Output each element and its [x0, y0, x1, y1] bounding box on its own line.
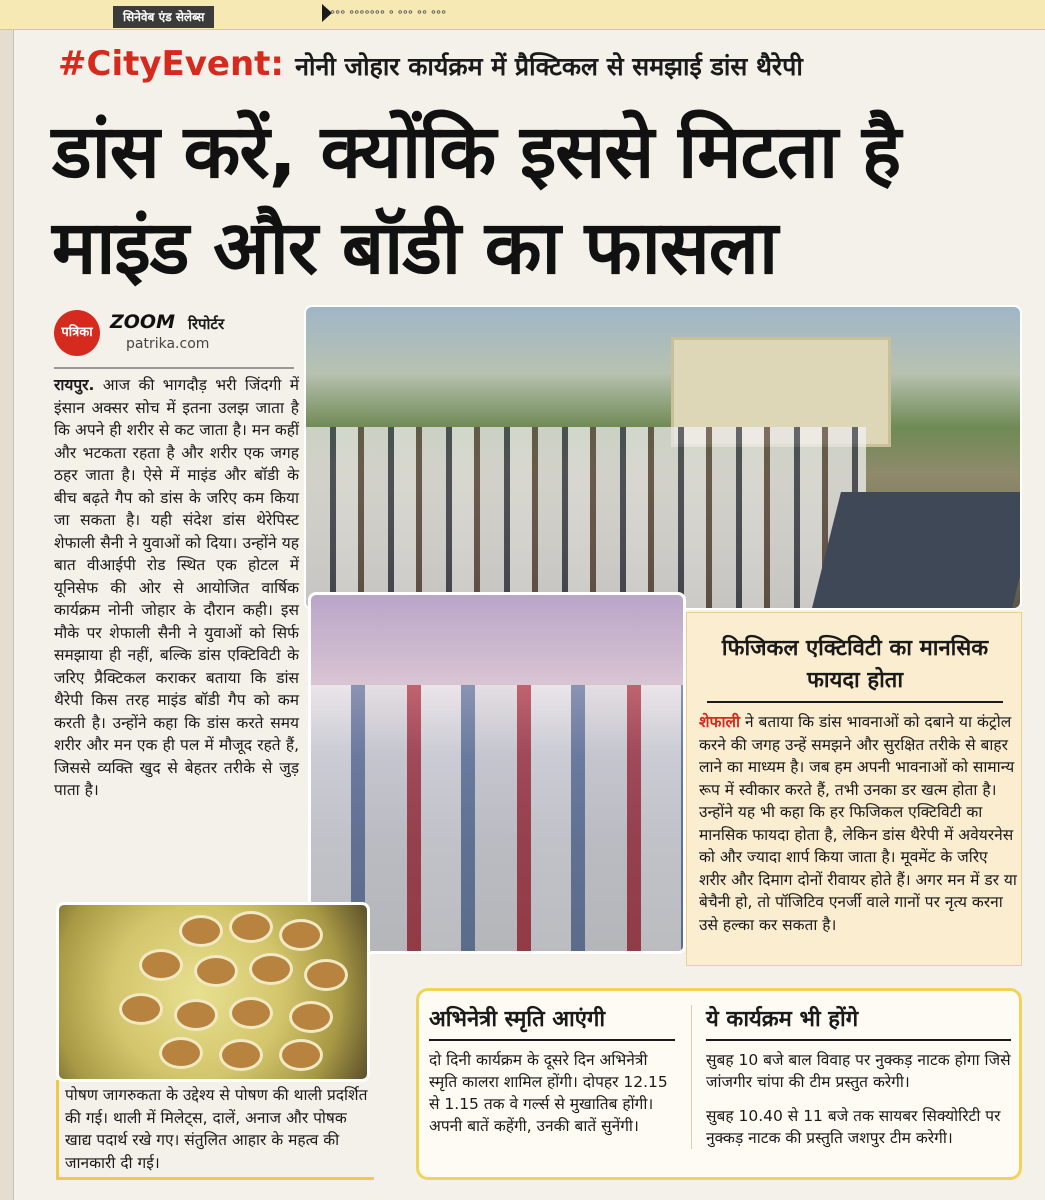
photo-girls-dancing: [308, 592, 686, 954]
zoom-logo: ZOOM: [110, 311, 175, 333]
page-gutter: [0, 30, 14, 1200]
sidebar-box: [686, 612, 1022, 966]
plate-bowl: [159, 1037, 203, 1069]
plate-bowl: [219, 1039, 263, 1071]
top-strip: [0, 0, 1045, 30]
reporter-label: रिपोर्टर: [188, 315, 225, 333]
plate-bowl: [289, 1001, 333, 1033]
box-programs-title: ये कार्यक्रम भी होंगे: [706, 1007, 859, 1032]
sidebar-lead: शेफाली: [699, 713, 741, 731]
plate-bowl: [279, 919, 323, 951]
sidebar-divider: [707, 701, 1003, 703]
plate-bowl: [174, 999, 218, 1031]
program-item: सुबह 10.40 से 11 बजे तक सायबर सिक्योरिटी पर नुक्कड़ नाटक की प्रस्तुति जशपुर टीम करेगी।: [706, 1107, 1001, 1147]
plate-bowl: [194, 955, 238, 987]
plate-bowl: [304, 959, 348, 991]
box-actress-title: अभिनेत्री स्मृति आएंगी: [429, 1007, 606, 1032]
byline: [54, 310, 304, 360]
patrika-logo: पत्रिका: [54, 310, 100, 356]
site-link[interactable]: patrika.com: [126, 336, 210, 352]
plate-bowl: [279, 1039, 323, 1071]
sidebar-body: [699, 711, 1017, 936]
photo-nutrition-plate: [56, 902, 370, 1082]
plate-bowl: [179, 915, 223, 947]
sidebar-title: फिजिकल एक्टिविटी का मानसिक फायदा होता: [721, 636, 989, 693]
box-divider: [429, 1039, 675, 1041]
sidebar-text: ने बताया कि डांस भावनाओं को दबाने या कंट्रोल करने की जगह उन्हें समझने और सुरक्षित तरीके से बाहर लाने का माध्यम है। जब हम अपनी भावनाओं को सामान्य रूप में स्वीकार करते हैं, तभी उनका डर खत्म होता है। उन्होंने यह भी कहा कि हर फिजिकल एक्टिविटी का मानसिक फायदा होता है, लेकिन डांस थैरेपी में अवेयरनेस को और ज्यादा शार्प किया जाता है। मूवमेंट के जरिए शरीर और दिमाग दोनों रीवायर होते हैं। अगर मन में डर या बेचैनी हो, तो पॉजिटिव एनर्जी वाले गानों पर नृत्य करना उसे हल्का कर सकता है।: [699, 713, 1017, 934]
headline: डांस करें, क्योंकि इससे मिटता है माइंड और बॉडी का फासला: [52, 109, 901, 291]
plate-bowl: [139, 949, 183, 981]
program-item: सुबह 10 बजे बाल विवाह पर नुक्कड़ नाटक होगा जिसे जांजगीर चांपा की टीम प्रस्तुत करेगी।: [706, 1051, 1011, 1091]
article-body: [54, 374, 299, 802]
box-actress-text: दो दिनी कार्यक्रम के दूसरे दिन अभिनेत्री स्मृति कालरा शामिल होंगी। दोपहर 12.15 से 1.15 तक वे गर्ल्स से मुखातिब होंगी। अपनी बातें कहेंगी, उनकी बातें सुनेंगी।: [429, 1051, 668, 1135]
kicker-event: Event:: [161, 44, 285, 84]
plate-bowl: [249, 953, 293, 985]
photo-dance-workshop: [304, 305, 1022, 610]
kicker-hash: #City: [58, 44, 162, 84]
kicker: [58, 44, 803, 84]
box-programs: [691, 1005, 1011, 1149]
strip-text: ॰॰॰ ॰॰॰॰॰॰॰ ॰ ॰॰॰ ॰॰ ॰॰॰: [330, 6, 447, 20]
photo-stage: [811, 492, 1022, 610]
article-text: आज की भागदौड़ भरी जिंदगी में इंसान अक्सर सोच में इतना उलझ जाता है कि अपने ही शरीर से कट जाता है। मन कहीं और भटकता रहता है और शरीर एक जगह ठहर जाता है। ऐसे में माइंड और बॉडी के बीच बढ़ते गैप को डांस के जरिए कम किया जा सकता है। यही संदेश डांस थेरेपिस्ट शेफाली सैनी ने युवाओं को दिया। उन्होंने यह बात वीआईपी रोड स्थित एक होटल में यूनिसेफ की ओर से आयोजित वार्षिक कार्यक्रम नोनी जोहार के दौरान कही। इस मौके पर शेफाली सैनी ने युवाओं को सिर्फ समझाया ही नहीं, बल्कि डांस एक्टिविटी के जरिए प्रैक्टिकल कराकर बताया कि डांस थैरेपी किस तरह माइंड बॉडी गैप को कम करती है। उन्होंने कहा कि डांस करते समय शरीर और मन एक ही पल में मौजूद रहते हैं, जिससे व्यक्ति खुद से बेहतर तरीके से जुड़ पाता है।: [54, 376, 299, 799]
plate-bowl: [229, 911, 273, 943]
photo-crowd: [306, 427, 866, 610]
byline-divider: [54, 367, 294, 369]
plate-bowl: [119, 993, 163, 1025]
box-divider: [706, 1039, 1011, 1041]
section-tag: सिनेवेब एंड सेलेब्स: [113, 6, 214, 28]
dateline: रायपुर.: [54, 376, 95, 394]
plate-bowl: [229, 997, 273, 1029]
food-caption: पोषण जागरुकता के उद्देश्य से पोषण की थाली प्रदर्शित की गई। थाली में मिलेट्स, दालें, अनाज और पोषक खाद्य पदार्थ रखे गए। संतुलित आहार के महत्व की जानकारी दी गई।: [56, 1080, 374, 1180]
box-actress: [429, 1005, 675, 1137]
info-boxes: [416, 988, 1022, 1180]
kicker-text: नोनी जोहार कार्यक्रम में प्रैक्टिकल से समझाई डांस थैरेपी: [295, 52, 803, 81]
